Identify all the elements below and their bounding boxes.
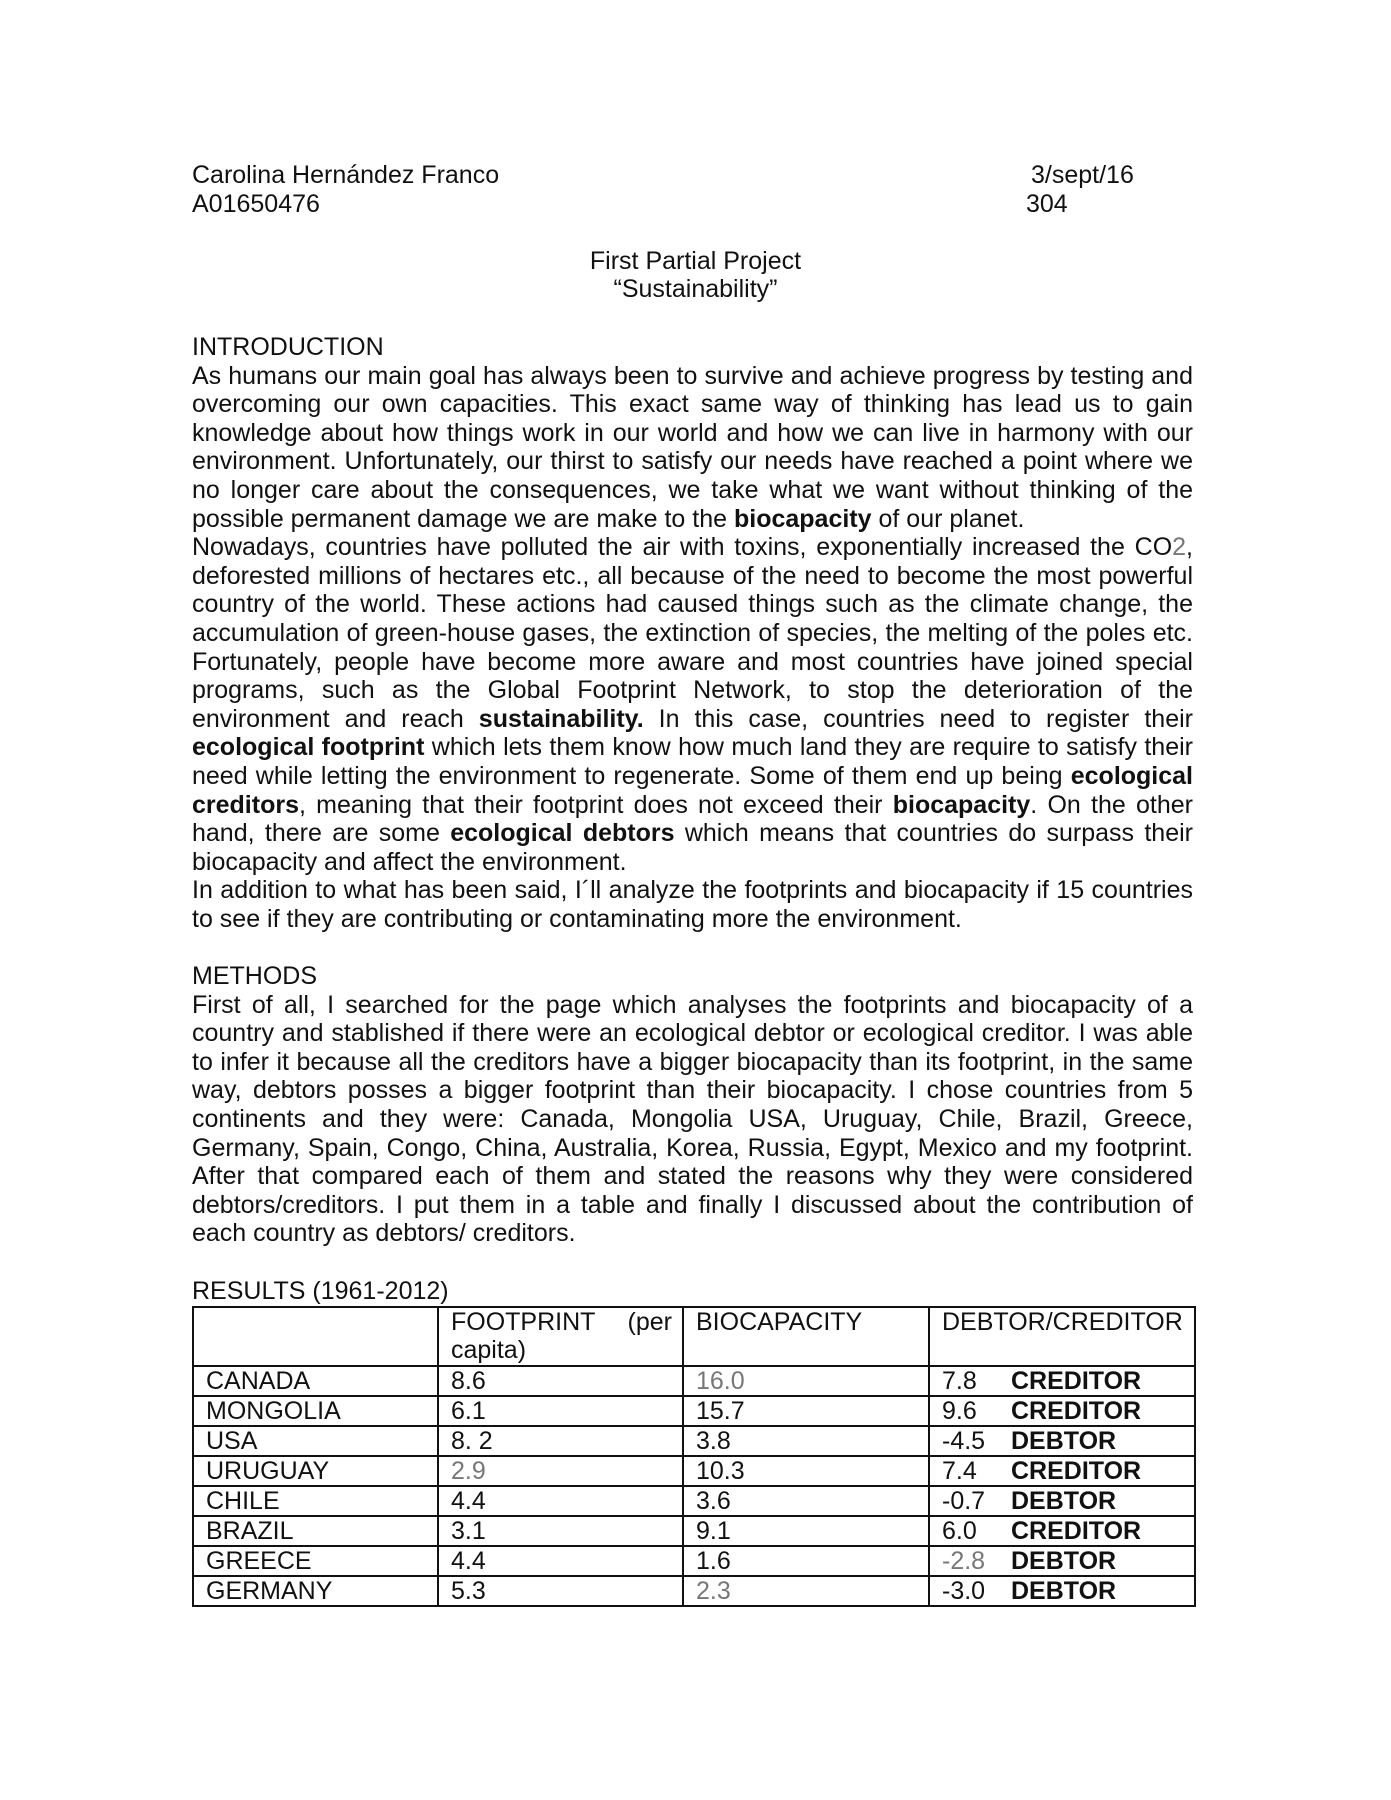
student-id: A01650476 (192, 190, 320, 218)
status-label: DEBTOR (1011, 1547, 1117, 1575)
document-subtitle: “Sustainability” (613, 275, 778, 303)
date: 3/sept/16 (1031, 161, 1134, 189)
status-label: CREDITOR (1011, 1517, 1142, 1545)
column-header-country (193, 1307, 438, 1366)
text-run: of our planet. (871, 504, 1025, 533)
text-run: , meaning that their footprint does not exceed their (298, 790, 893, 819)
author-name: Carolina Hernández Franco (192, 161, 500, 189)
footprint-cell: 8.6 (438, 1366, 683, 1396)
debtor-creditor-cell (929, 1426, 1195, 1456)
biocapacity-cell: 3.6 (683, 1486, 929, 1516)
text-run: In this case, countries need to register their (643, 704, 1193, 733)
debtor-creditor-cell (929, 1576, 1195, 1606)
footprint-cell: 8. 2 (438, 1426, 683, 1456)
country-cell: GERMANY (193, 1576, 438, 1606)
paragraph (192, 533, 1193, 876)
table-row (193, 1516, 1195, 1546)
table-row (193, 1456, 1195, 1486)
status-label: DEBTOR (1011, 1487, 1117, 1515)
status-label: DEBTOR (1011, 1427, 1117, 1455)
text-run: . On the other hand, there are some (192, 790, 1194, 848)
debtor-creditor-cell (929, 1456, 1195, 1486)
column-header-footprint: FOOTPRINT (per capita) (438, 1307, 683, 1366)
document-body (192, 333, 1193, 1305)
balance-value: -2.8 (942, 1547, 986, 1575)
paragraph (192, 362, 1193, 534)
country-cell: GREECE (193, 1546, 438, 1576)
biocapacity-cell: 9.1 (683, 1516, 929, 1546)
bold-text: ecological creditors (192, 761, 1193, 819)
text-run: which lets them know how much land they are require to satisfy their need while letting the environment to regenerate. Some of them end up being (192, 733, 1193, 790)
footprint-cell: 4.4 (438, 1546, 683, 1576)
results-heading: RESULTS (1961-2012) (192, 1276, 449, 1305)
country-cell: MONGOLIA (193, 1396, 438, 1426)
methods-section (192, 991, 1193, 1248)
results-table (192, 1306, 1196, 1607)
biocapacity-cell: 16.0 (683, 1366, 929, 1396)
debtor-creditor-cell (929, 1516, 1195, 1546)
biocapacity-cell: 15.7 (683, 1396, 929, 1426)
balance-value: 6.0 (942, 1517, 977, 1545)
debtor-creditor-cell (929, 1396, 1195, 1426)
table-row (193, 1576, 1195, 1606)
debtor-creditor-cell (929, 1546, 1195, 1576)
paragraph (192, 876, 1193, 933)
balance-value: 7.4 (942, 1457, 977, 1485)
debtor-creditor-cell (929, 1486, 1195, 1516)
biocapacity-cell: 2.3 (683, 1576, 929, 1606)
table-row (193, 1396, 1195, 1426)
bold-text: ecological debtors (450, 819, 675, 848)
paragraph (192, 991, 1193, 1248)
text-run: In addition to what has been said, I´ll analyze the footprints and biocapacity if 15 countries to see if they are contributing or contaminating more the environment. (192, 876, 1193, 933)
bold-text: ecological footprint (192, 733, 425, 762)
text-run: As humans our main goal has always been to survive and achieve progress by testing and overcoming our own capacities. This exact same way of thinking has lead us to gain knowledge about how things work in our world and how we can live in harmony with our environment. Unfortunately, our thirst to satisfy our needs have reached a point where we no longer care about the consequences, we take what we want without thinking of the possible permanent damage we are make to the (192, 361, 1193, 533)
text-run: 2 (1172, 533, 1187, 562)
table-row (193, 1486, 1195, 1516)
balance-value: -3.0 (942, 1577, 986, 1605)
country-cell: URUGUAY (193, 1456, 438, 1486)
table-row (193, 1366, 1195, 1396)
status-label: CREDITOR (1011, 1457, 1142, 1485)
column-header-biocapacity: BIOCAPACITY (683, 1307, 929, 1366)
country-cell: CHILE (193, 1486, 438, 1516)
status-label: CREDITOR (1011, 1367, 1142, 1395)
table-row (193, 1546, 1195, 1576)
bold-text: sustainability. (478, 704, 644, 733)
text-run: , deforested millions of hectares etc., all because of the need to become the most powerful country of the world. These actions had caused things such as the climate change, the accumulation of green-house gases, the extinction of species, the melting of the poles etc. Fortunately, people have become more aware and most countries have joined special programs, such as the Global Footprint Network, to stop the deterioration of the environment and reach (192, 533, 1193, 733)
country-cell: USA (193, 1426, 438, 1456)
introduction-section (192, 362, 1193, 934)
status-label: DEBTOR (1011, 1577, 1117, 1605)
country-cell: CANADA (193, 1366, 438, 1396)
footprint-cell: 2.9 (438, 1456, 683, 1486)
text-run: Nowadays, countries have polluted the air with toxins, exponentially increased the CO (192, 533, 1173, 562)
table-header-row (193, 1307, 1195, 1366)
footprint-cell: 5.3 (438, 1576, 683, 1606)
footprint-cell: 6.1 (438, 1396, 683, 1426)
footprint-cell: 4.4 (438, 1486, 683, 1516)
biocapacity-cell: 1.6 (683, 1546, 929, 1576)
balance-value: 9.6 (942, 1397, 977, 1425)
methods-heading: METHODS (192, 962, 317, 991)
biocapacity-cell: 10.3 (683, 1456, 929, 1486)
text-run: which means that countries do surpass their biocapacity and affect the environment. (192, 819, 1193, 876)
balance-value: -0.7 (942, 1487, 986, 1515)
country-cell: BRAZIL (193, 1516, 438, 1546)
column-header-debtor-creditor: DEBTOR/CREDITOR (929, 1307, 1195, 1366)
balance-value: 7.8 (942, 1367, 977, 1395)
biocapacity-cell: 3.8 (683, 1426, 929, 1456)
balance-value: -4.5 (942, 1427, 986, 1455)
bold-text: biocapacity (733, 504, 872, 533)
introduction-heading: INTRODUCTION (192, 333, 384, 361)
debtor-creditor-cell (929, 1366, 1195, 1396)
document-title: First Partial Project (589, 247, 802, 275)
group-number: 304 (1026, 190, 1068, 218)
footprint-cell: 3.1 (438, 1516, 683, 1546)
table-row (193, 1426, 1195, 1456)
status-label: CREDITOR (1011, 1397, 1142, 1425)
bold-text: biocapacity (892, 790, 1031, 819)
text-run: First of all, I searched for the page which analyses the footprints and biocapacity of a country and stablished if there were an ecological debtor or ecological creditor. I was able to infer it because all the creditors have a bigger biocapacity than its footprint, in the same way, debtors posses a bigger footprint than their biocapacity. I chose countries from 5 continents and they were: Canada, Mongolia USA, Uruguay, Chile, Brazil, Greece, Germany, Spain, Congo, China, Australia, Korea, Russia, Egypt, Mexico and my footprint. After that compared each of them and stated the reasons why they were considered debtors/creditors. I put them in a table and finally I discussed about the contribution of each country as debtors/ creditors. (192, 990, 1193, 1248)
